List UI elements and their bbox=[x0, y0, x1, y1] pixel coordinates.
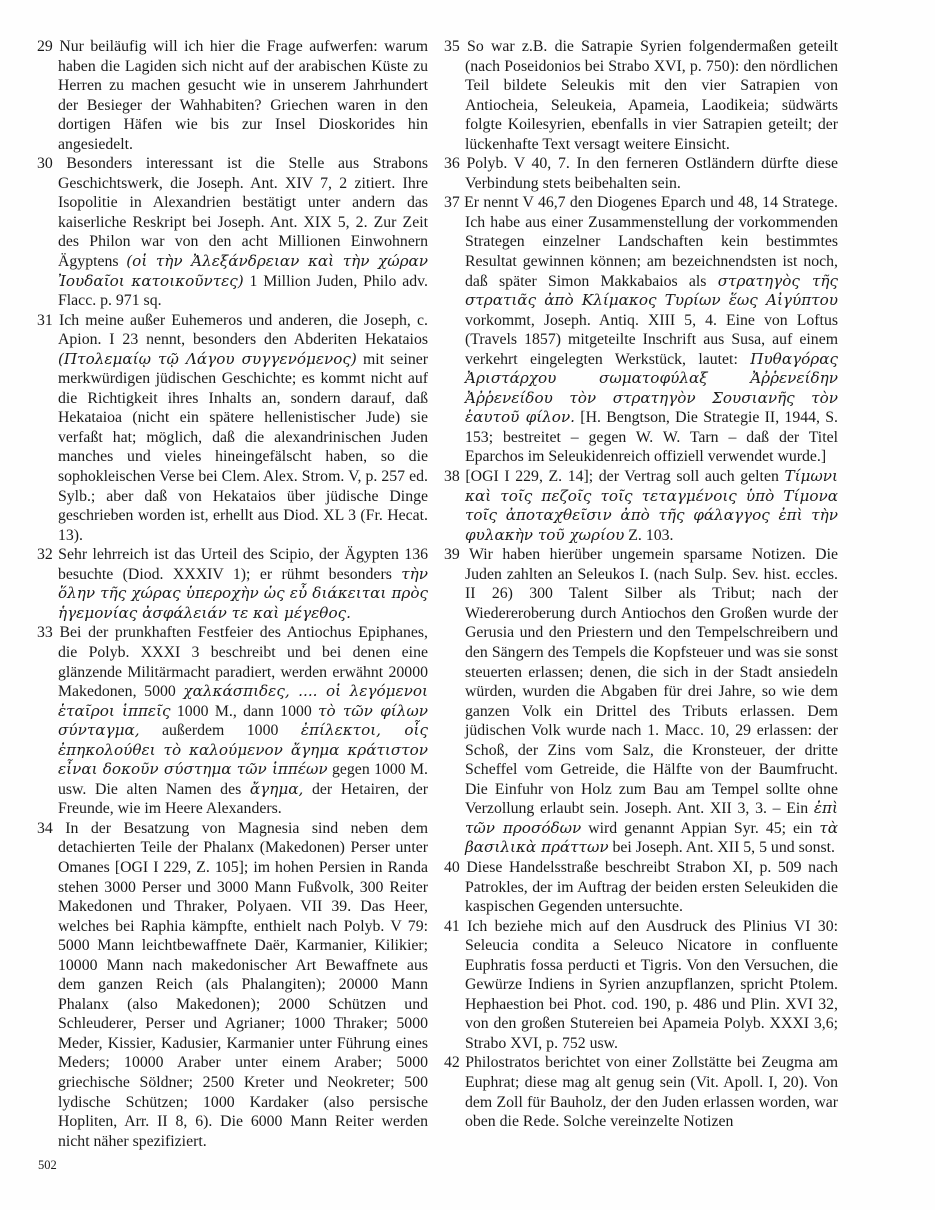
greek-phrase: ἐπίλεκτοι, οἷς ἐπηκολούθει τὸ καλούμενον ἄγημα κράτιστον εἶναι δοκοῦν σύστημα τῶν ἱππέων bbox=[58, 721, 428, 779]
greek-phrase: (οἱ τὴν Ἀλεξάνδρειαν καὶ τὴν χώραν Ἰουδαῖοι κατοικοῦντες) bbox=[58, 252, 429, 290]
footnote bbox=[444, 193, 838, 467]
footnote-number: 32 bbox=[37, 546, 53, 564]
greek-phrase: Πυθαγόρας Ἀριστάρχου σωματοφύλαξ Ἀῤῥενείδην Ἀῤῥενείδου τὸν στρατηγὸν Σουσιανῆς τὸν ἑαυτοῦ φίλον. bbox=[465, 349, 838, 427]
text-segment: Z. 103. bbox=[624, 526, 674, 544]
text-segment: 1000 M., dann 1000 bbox=[170, 702, 319, 720]
footnote-text bbox=[58, 38, 428, 153]
text-segment: Wir haben hierüber ungemein sparsame Notizen. Die Juden zahlten an Seleukos I. (nach Sulp. Sev. hist. eccles. II 26) 300 Talent Silber als Tribut; nach der Wiedereroberung durch Antiochos den Großen wurde der Gerusia und den Priestern und den Tempelschreibern und den Sängern des Tempels die Kopfsteuer und was sie sonst steuerten erlassen; denen, die sich in der Stadt ansiedeln würden, wurden die Abgaben für drei Jahre, so wie dem ganzen Volk ein Drittel des Tributs erlassen. Dem jüdischen Volk wurde nach 1. Macc. 10, 29 erlassen: der Schoß, der Zins vom Salz, die Kronsteuer, der dritte Scheffel vom Getreide, die Hälfte von der Baumfrucht. Die Einfuhr von Holz zum Bau am Tempel sollte ohne Verzollung erlaubt sein. Joseph. Ant. XII 3, 3. – Ein bbox=[465, 546, 838, 818]
footnote-text bbox=[465, 468, 838, 544]
text-segment: So war z.B. die Satrapie Syrien folgendermaßen geteilt (nach Poseidonios bei Strabo XVI, p. 750): den nördlichen Teil bildete Seleukis mit den vier Satrapien von Antiocheia, Seleukeia, Apameia, Laodikeia; südwärts folgte Koilesyrien, ebenfalls in vier Satrapien geteilt; der lückenhafte Text versagt weitere Einsicht. bbox=[465, 38, 838, 153]
footnote bbox=[37, 819, 428, 1151]
footnote-number: 35 bbox=[444, 38, 460, 55]
right-text-column bbox=[444, 37, 838, 1132]
greek-phrase: στρατηγὸς τῆς στρατιᾶς ἀπὸ Κλίμακος Τυρίων ἕως Αἰγύπτου bbox=[465, 271, 838, 310]
footnote-text bbox=[465, 859, 838, 915]
footnote-number: 38 bbox=[444, 468, 460, 486]
footnote-number: 30 bbox=[37, 155, 53, 173]
text-segment: [H. Bengtson, Die Strategie II, 1944, S. 153; bestreitet – gegen W. W. Tarn – daß der Titel Eparchos im Seleukidenreich offiziell verwendet wurde.] bbox=[465, 409, 838, 466]
text-segment: Ich beziehe mich auf den Ausdruck des Plinius VI 30: Seleucia condita a Seleuco Nicatore in confluente Euphratis fossa perducti et Tigris. Von den Versuchen, die Gewürze Indiens in Syrien anzupflanzen, spricht Ptolem. Hephaestion bei Phot. cod. 190, p. 486 und Plin. XVI 32, von den großen Stutereien bei Apameia Polyb. XXXI 3,6; Strabo XVI, p. 752 usw. bbox=[465, 917, 838, 1052]
greek-phrase: ἐπὶ τῶν προσόδων bbox=[465, 799, 838, 837]
footnote bbox=[37, 37, 429, 154]
footnote-text bbox=[465, 918, 838, 1052]
text-segment: außerdem 1000 bbox=[139, 722, 301, 740]
footnote bbox=[444, 917, 838, 1054]
footnote bbox=[444, 37, 838, 154]
footnote-number: 36 bbox=[444, 155, 460, 173]
footnote-number: 42 bbox=[444, 1054, 460, 1072]
greek-phrase: χαλκάσπιδες, .... οἱ λεγόμενοι ἑταῖροι ἱππεῖς bbox=[58, 682, 428, 720]
footnote bbox=[444, 467, 838, 545]
greek-phrase: τὸ τῶν φίλων σύνταγμα, bbox=[58, 701, 428, 740]
footnote bbox=[37, 154, 429, 310]
footnote-number: 37 bbox=[444, 194, 460, 212]
text-segment: vorkommt, Joseph. Antiq. XIII 5, 4. Eine von Loftus (Travels 1857) mitgeteilte Inschrift aus Susa, auf einem verkehrt eingelegten Werkstück, lautet: bbox=[465, 311, 838, 368]
text-segment: Philostratos berichtet von einer Zollstätte bei Zeugma am Euphrat; diese mag alt genug sein (Vit. Apoll. I, 20). Von dem Zoll für Bauholz, der den Juden erlassen worden, war oben die Rede. Solche vereinzelte Notizen bbox=[465, 1054, 838, 1131]
greek-phrase: τὰ βασιλικὰ πράττων bbox=[465, 818, 838, 857]
text-segment: Nur beiläufig will ich hier die Frage aufwerfen: warum haben die Lagiden sich nicht auf der arabischen Küste zu Herren zu machen gesucht wie in unserem Jahrhundert der Besieger der Wahhabiten? Griechen waren in den dortigen Häfen wie bis zur Insel Dioskorides hin angesiedelt. bbox=[58, 38, 429, 153]
footnote-text bbox=[58, 546, 428, 622]
footnote-number: 29 bbox=[37, 38, 53, 55]
text-segment: [OGI I 229, Z. 14]; der Vertrag soll auch gelten bbox=[465, 468, 785, 486]
footnote bbox=[37, 623, 429, 818]
footnote bbox=[444, 545, 838, 858]
footnote-text bbox=[465, 38, 838, 153]
footnote-text bbox=[464, 194, 838, 465]
text-segment: gegen 1000 M. usw. Die alten Namen des bbox=[58, 761, 429, 798]
text-segment: Bei der prunkhaften Festfeier des Antiochus Epiphanes, die Polyb. XXXI 3 beschreibt und bei denen eine glänzende Militärmacht paradiert, werden erwähnt 20000 Makedonen, 5000 bbox=[58, 624, 428, 701]
footnote-text bbox=[58, 312, 428, 544]
text-segment: wird genannt Appian Syr. 45; ein bbox=[581, 819, 820, 837]
text-segment: bei Joseph. Ant. XII 5, 5 und sonst. bbox=[608, 839, 835, 857]
text-segment: In der Besatzung von Magnesia sind neben dem detachierten Teile der Phalanx (Makedonen) Perser unter Omanes [OGI I 229, Z. 105]; im hohen Persien in Randa stehen 3000 Perser und 3000 Mann Fußvolk, 300 Reiter Makedonen und Thraker, Polyaen. VII 39. Das Heer, welches bei Raphia kämpfte, enthielt nach Polyb. V 79: 5000 Mann leichtbewaffnete Daër, Karmanier, Kilikier; 10000 Mann nach makedonischer Art Bewaffnete aus dem ganzen Reich (als Phalangiten); 20000 Mann Phalanx (also Makedonen); 2000 Schützen und Schleuderer, Perser und Agrianer; 1000 Thraker; 5000 Meder, Kissier, Kadusier, Karmanier unter Führung eines Meders; 10000 Araber unter einem Araber; 5000 griechische Söldner; 2500 Kreter und Neokreter; 500 lydische Schützen; 1000 Kardaker (also persische Hopliten, Arr. II 8, 6). Die 6000 Mann Reiter werden nicht näher spezifiziert. bbox=[58, 819, 428, 1150]
text-segment: der Hetairen, der Freunde, wie im Heere Alexanders. bbox=[58, 780, 428, 818]
text-segment: Diese Handelsstraße beschreibt Strabon XI, p. 509 nach Patrokles, der im Auftrag der beiden ersten Seleukiden die kaspischen Gegenden untersuchte. bbox=[465, 858, 838, 916]
greek-phrase: τὴν ὅλην τῆς χώρας ὑπεροχὴν ὡς εὖ διάκειται πρὸς ἡγεμονίας ἀσφάλειάν τε καὶ μέγεθος. bbox=[58, 564, 428, 622]
footnote-number: 34 bbox=[37, 819, 53, 837]
footnote bbox=[444, 154, 838, 193]
footnote-number: 40 bbox=[444, 858, 460, 876]
text-segment: mit seiner merkwürdigen jüdischen Geschichte; es kommt nicht auf die Richtigkeit ihres Inhalts an, sondern darauf, daß Hekataioa (nicht ein spätere hellenistischer Jude) sie verfaßt hat; möglich, daß die alexandrinischen Juden manches und vieles hineingefälscht haben, so die sophokleischen Verse bei Clem. Alex. Strom. V, p. 257 ed. Sylb.; aber daß von Hekataios über jüdische Dinge geschrieben worden ist, erhellt aus Diod. XL 3 (Fr. Hecat. 13). bbox=[58, 350, 428, 544]
text-segment: 1 Million Juden, Philo adv. Flacc. p. 971 sq. bbox=[58, 272, 428, 310]
text-segment: Ich meine außer Euhemeros und anderen, die Joseph, c. Apion. I 23 nennt, besonders den Abderiten Hekataios bbox=[58, 311, 428, 349]
greek-phrase: ἄγημα, bbox=[249, 779, 304, 798]
footnote-number: 33 bbox=[37, 624, 53, 642]
text-segment: Polyb. V 40, 7. In den ferneren Ostländern dürfte diese Verbindung stets beibehalten sein. bbox=[465, 155, 838, 192]
left-text-column bbox=[37, 37, 428, 1151]
footnote bbox=[37, 311, 428, 546]
footnote-number: 39 bbox=[444, 546, 460, 564]
footnote-text bbox=[465, 155, 838, 192]
footnote-text bbox=[58, 155, 428, 309]
footnote-number: 31 bbox=[37, 311, 53, 329]
text-segment: Sehr lehrreich ist das Urteil des Scipio, der Ägypten 136 besuchte (Diod. XXXIV 1); er rühmt besonders bbox=[58, 546, 429, 583]
footnote-text bbox=[465, 1054, 838, 1130]
footnote-text bbox=[58, 624, 428, 817]
page-number: 502 bbox=[38, 1158, 57, 1172]
greek-phrase: Τίμωνι καὶ τοῖς πεζοῖς τοῖς τεταγμένοις ὑπὸ Τίμονα τοῖς ἀποταχθεῖσιν ἀπὸ τῆς φάλαγγος ἐπὶ τὴν φυλακὴν τοῦ χωρίου bbox=[465, 467, 838, 544]
text-segment: Er nennt V 46,7 den Diogenes Eparch und 48, 14 Stratege. Ich habe aus einer Zusammenstellung der vorkommenden Strategen einzelner Landschaften kein bestimmtes Resultat gewinnen können; am bezeichnendsten ist noch, daß später Simon Makkabaios als bbox=[464, 194, 838, 290]
footnote-text bbox=[58, 820, 428, 1150]
footnote bbox=[37, 545, 429, 623]
footnote-number: 41 bbox=[444, 917, 460, 935]
footnote bbox=[444, 1053, 838, 1131]
footnote bbox=[444, 858, 838, 917]
text-segment: Besonders interessant ist die Stelle aus Strabons Geschichtswerk, die Joseph. Ant. XIV 7, 2 zitiert. Ihre Isopolitie in Alexandrien bestätigt unter andern das kaiserliche Reskript bei Joseph. Ant. XIX 5, 2. Zur Zeit des Philon war von den acht Millionen Einwohnern Ägyptens bbox=[58, 155, 429, 271]
footnote-text bbox=[465, 546, 838, 856]
greek-phrase: (Πτολεμαίῳ τῷ Λάγου συγγενόμενος) bbox=[58, 349, 357, 368]
